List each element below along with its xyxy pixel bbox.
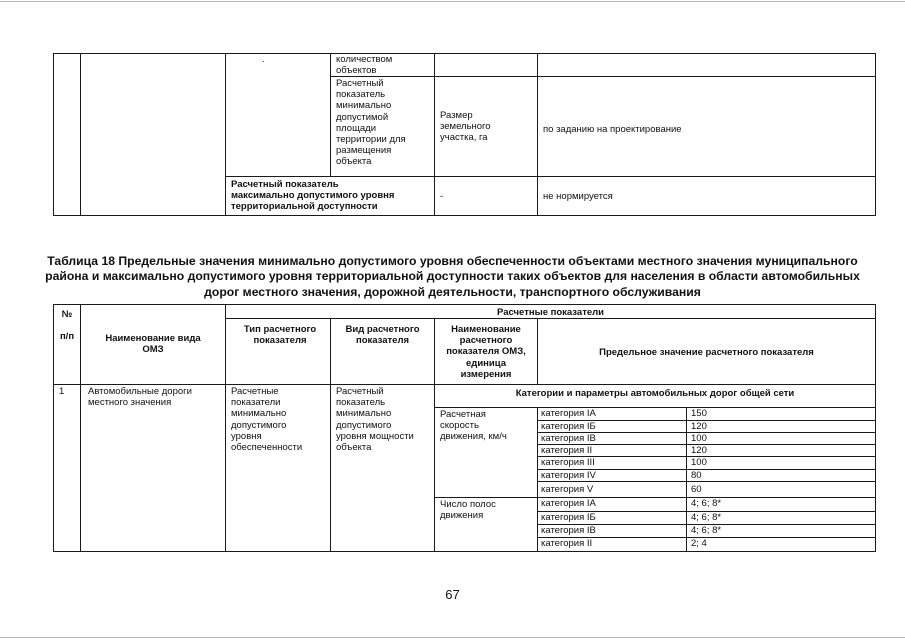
lanes-category-2: категория IБ	[541, 512, 596, 523]
lanes-value-2: 4; 6; 8*	[691, 512, 722, 523]
row3-value: не нормируется	[543, 191, 613, 202]
lanes-value-4: 2; 4	[691, 538, 707, 549]
page-number: 67	[445, 587, 460, 602]
header-num: № п/п	[59, 309, 75, 343]
scan-edge-bottom	[0, 637, 905, 638]
row2-indicator-name: Расчетный показатель минимально допустимой площади территории для размещения объекта	[336, 78, 406, 168]
table-title: Таблица 18 Предельные значения минимально допустимого уровня обеспеченности объектами местного значения муниципального района и максимально допустимого уровня территориальной доступности таких объектов для населения в области автомобильных дорог местного значения, дорожной деятельности, транспортного обслуживания	[45, 254, 860, 299]
header-calc-indicators: Расчетные показатели	[496, 307, 605, 318]
row-indicator-type: Расчетные показатели минимально допустимого уровня обеспеченности	[231, 386, 303, 454]
speed-value-1: 150	[691, 408, 707, 419]
section-header: Категории и параметры автомобильных дорог общей сети	[515, 388, 795, 399]
lanes-value-1: 4; 6; 8*	[691, 498, 722, 509]
lanes-category-1: категория IA	[541, 498, 596, 509]
speed-value-7: 60	[691, 484, 702, 495]
row3-indicator-name: Расчетный показатель максимально допустимого уровня территориальной доступности	[231, 179, 395, 213]
speed-category-1: категория IA	[541, 408, 596, 419]
lanes-label: Число полос движения	[440, 499, 496, 522]
header-indicator-type: Тип расчетного показателя	[243, 324, 317, 347]
lanes-category-4: категория II	[541, 538, 593, 549]
header-indicator-name: Наименование расчетного показателя ОМЗ, единица измерения	[446, 324, 526, 380]
speed-value-4: 120	[691, 445, 707, 456]
speed-value-2: 120	[691, 421, 707, 432]
bullet-mark: .	[262, 54, 265, 65]
speed-category-3: категория IB	[541, 433, 596, 444]
speed-label: Расчетная скорость движения, км/ч	[440, 409, 507, 443]
row-num: 1	[59, 386, 65, 397]
speed-category-7: категория V	[541, 484, 594, 495]
header-indicator-kind: Вид расчетного показателя	[345, 324, 420, 347]
lanes-category-3: категория IB	[541, 525, 596, 536]
header-limit-value: Предельное значение расчетного показателя	[599, 347, 814, 358]
header-omz-name: Наименование вида ОМЗ	[105, 333, 201, 356]
speed-category-6: категория IV	[541, 470, 596, 481]
row2-unit: Размер земельного участка, га	[440, 110, 491, 144]
speed-category-2: категория IБ	[541, 421, 596, 432]
lanes-value-3: 4; 6; 8*	[691, 525, 722, 536]
row2-value: по заданию на проектирование	[543, 124, 682, 135]
speed-value-5: 100	[691, 457, 707, 468]
row-omz-name: Автомобильные дороги местного значения	[88, 386, 192, 409]
speed-category-5: категория III	[541, 457, 595, 468]
row3-unit: -	[440, 191, 444, 202]
scan-edge-top	[0, 1, 905, 2]
speed-category-4: категория II	[541, 445, 593, 456]
speed-value-6: 80	[691, 470, 702, 481]
row1-indicator-name: количеством объектов	[336, 54, 393, 77]
row-indicator-kind: Расчетный показатель минимально допустимого уровня мощности объекта	[336, 386, 414, 454]
speed-value-3: 100	[691, 433, 707, 444]
